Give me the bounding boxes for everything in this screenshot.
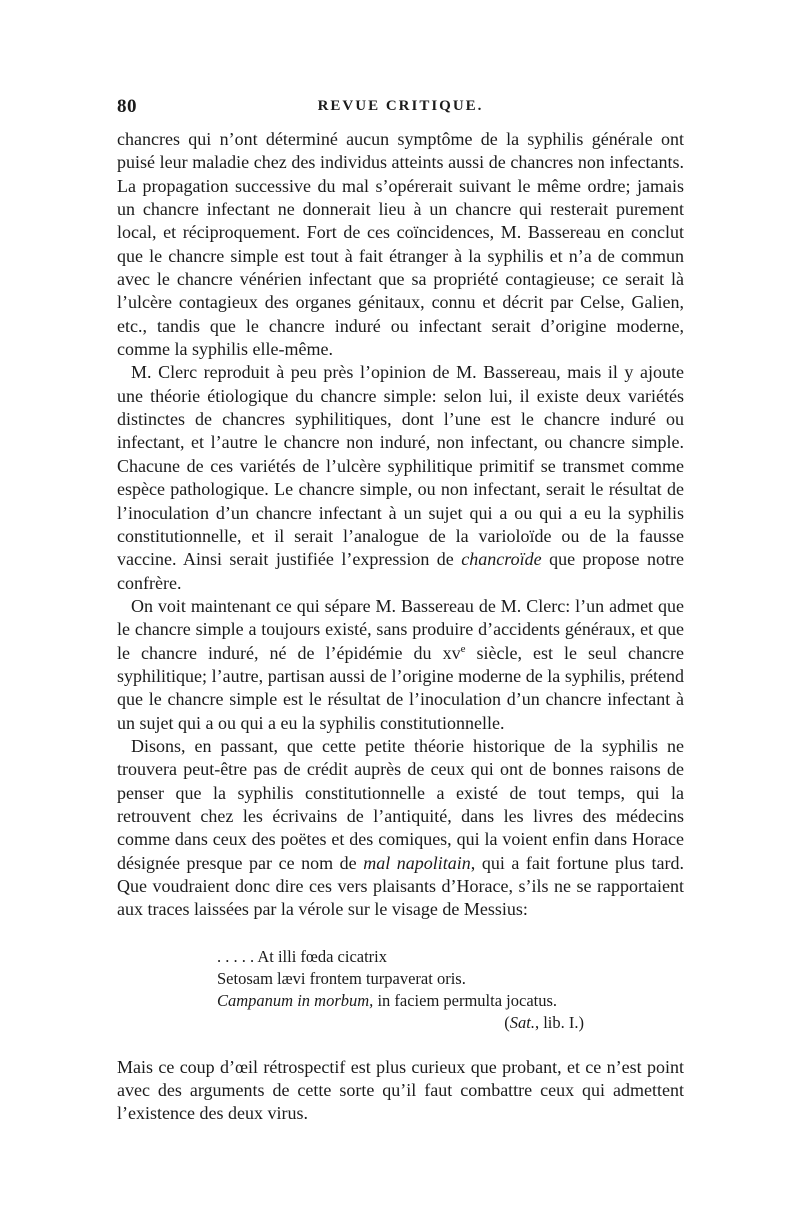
page-number: 80 <box>117 96 137 117</box>
paragraph-3 <box>117 595 684 735</box>
paragraph-4-text: Disons, en passant, que cette petite théorie historique de la syphilis ne trouvera peut-être pas de crédit auprès de ceux qui ont de bonnes raisons de penser que la syphilis constitutionnelle a existé de tout temps, qui la retrouvent chez les écrivains de l’antiquité, dans les livres des médecins comme dans ceux des poëtes et des comiques, qui la voient enfin dans Horace désignée presque par ce nom de <box>117 735 684 873</box>
quote-line-3-italic: Campanum in morbum, <box>217 990 374 1010</box>
quote-line-3 <box>217 990 684 1012</box>
quote-source-work: Sat. <box>509 1012 535 1032</box>
paragraph-2-text: M. Clerc reproduit à peu près l’opinion de M. Bassereau, mais il y ajoute une théorie étiologique du chancre simple: selon lui, il existe deux variétés distinctes de chancres syphilitiques, dont l’une est le chancre induré ou infectant, et l’autre le chancre non induré, non infectant, ou chancre simple. Chacune de ces variétés de l’ulcère syphilitique primitif se transmet comme espèce pathologique. Le chancre simple, ou non infectant, serait le résultat de l’inoculation d’un chancre infectant à un sujet qui a ou qui a eu la syphilis constitutionnelle, et il serait l’analogue de la varioloïde ou de la fausse vaccine. Ainsi serait justifiée l’expression de <box>117 362 684 570</box>
paragraph-4 <box>117 735 684 922</box>
paragraph-3-text: On voit maintenant ce qui sépare M. Bassereau de M. Clerc: l’un admet que le chancre simple a toujours existé, sans produire d’accidents généraux, et que le chancre induré, né de l’épidémie du <box>117 595 684 663</box>
century-superscript: e <box>460 642 466 655</box>
body-text <box>117 128 684 1126</box>
century-numeral: xv <box>442 642 461 663</box>
horace-quote <box>117 946 684 1034</box>
quote-source-ref: , lib. I.) <box>534 1012 584 1032</box>
running-title: REVUE CRITIQUE. <box>317 98 484 114</box>
quote-line-3-rest: in faciem permulta jocatus. <box>373 990 558 1010</box>
quote-line-1: . . . . . At illi fœda cicatrix <box>217 946 388 966</box>
term-chancroide: chancroïde <box>461 549 542 570</box>
paragraph-5: Mais ce coup d’œil rétrospectif est plus curieux que probant, et ce n’est point avec des arguments de cette sorte qu’il faut combattre ceux qui admettent l’existence des deux virus. <box>117 1056 684 1124</box>
quote-source-open: ( <box>504 1012 510 1032</box>
paragraph-4-end: , qui a fait fortune plus tard. Que voudraient donc dire ces vers plaisants d’Horace, s’ils ne se rapportaient aux traces laissées par la vérole sur le visage de Messius: <box>117 852 684 920</box>
page-header <box>117 96 684 120</box>
paragraph-2 <box>117 361 684 594</box>
quote-line-2: Setosam lævi frontem turpaverat oris. <box>217 968 466 988</box>
quote-source <box>217 1012 684 1034</box>
paragraph-1: chancres qui n’ont déterminé aucun symptôme de la syphilis générale ont puisé leur maladie chez des individus atteints aussi de chancres non infectants. La propagation successive du mal s’opérerait suivant le même ordre; jamais un chancre infectant ne donnerait lieu à un chancre qui resterait purement local, et réciproquement. Fort de ces coïncidences, M. Bassereau en conclut que le chancre simple est tout à fait étranger à la syphilis et n’a de commun avec le chancre vénérien infectant que sa propriété contagieuse; ce serait là l’ulcère contagieux des organes génitaux, connu et décrit par Celse, Galien, etc., tandis que le chancre induré ou infectant serait d’origine moderne, comme la syphilis elle-même. <box>117 129 684 360</box>
paragraph-2-end: que propose notre confrère. <box>117 549 684 593</box>
paragraph-3-end: siècle, est le seul chancre syphilitique; l’autre, partisan aussi de l’origine moderne de la syphilis, prétend que le chancre simple est le résultat de l’inoculation d’un chancre infectant à un sujet qui a ou qui a eu la syphilis constitutionnelle. <box>117 642 684 733</box>
term-mal-napolitain: mal napolitain <box>363 852 471 873</box>
